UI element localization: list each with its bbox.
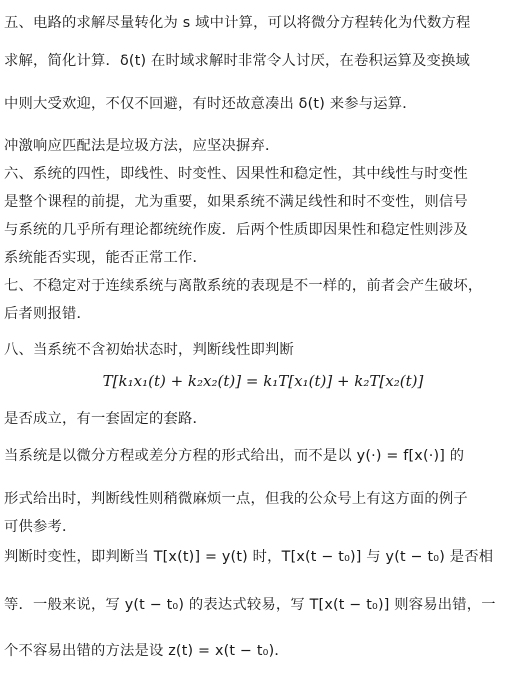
text-line: 与系统的几乎所有理论都统统作废．后两个性质即因果性和稳定性则涉及: [4, 222, 468, 238]
text-line: 是整个课程的前提，尤为重要，如果系统不满足线性和时不变性，则信号: [4, 194, 468, 210]
text-line: 求解，简化计算．δ(t) 在时域求解时非常令人讨厌，在卷积运算及变换域: [4, 53, 470, 69]
text-line: 系统能否实现，能否正常工作．: [4, 250, 207, 266]
text-line: 后者则报错．: [4, 306, 91, 322]
text-line: 形式给出时，判断线性则稍微麻烦一点，但我的公众号上有这方面的例子: [4, 491, 468, 507]
linearity-formula: T[k₁x₁(t) + k₂x₂(t)] = k₁T[x₁(t)] + k₂T[x₂(t)]: [102, 372, 424, 390]
text-line: 中则大受欢迎，不仅不回避，有时还故意凑出 δ(t) 来参与运算．: [4, 96, 417, 112]
text-line: 判断时变性，即判断当 T[x(t)] = y(t) 时，T[x(t − t₀)] 与 y(t − t₀) 是否相: [4, 549, 494, 565]
text-line: 可供参考．: [4, 519, 77, 535]
text-line: 冲激响应匹配法是垃圾方法，应坚决摒弃．: [4, 138, 280, 154]
text-line: 五、电路的求解尽量转化为 s 域中计算，可以将微分方程转化为代数方程: [4, 15, 471, 31]
text-line: 是否成立，有一套固定的套路．: [4, 411, 207, 427]
text-line: 七、不稳定对于连续系统与离散系统的表现是不一样的，前者会产生破坏，: [4, 278, 483, 294]
text-line: 等．一般来说，写 y(t − t₀) 的表达式较易，写 T[x(t − t₀)] 则容易出错，一: [4, 597, 496, 613]
text-line: 当系统是以微分方程或差分方程的形式给出，而不是以 y(·) = f[x(·)] 的: [4, 448, 465, 464]
text-line: 六、系统的四性，即线性、时变性、因果性和稳定性，其中线性与时变性: [4, 166, 468, 182]
text-line: 八、当系统不含初始状态时，判断线性即判断: [4, 342, 294, 358]
text-line: 个不容易出错的方法是设 z(t) = x(t − t₀)．: [4, 643, 289, 659]
